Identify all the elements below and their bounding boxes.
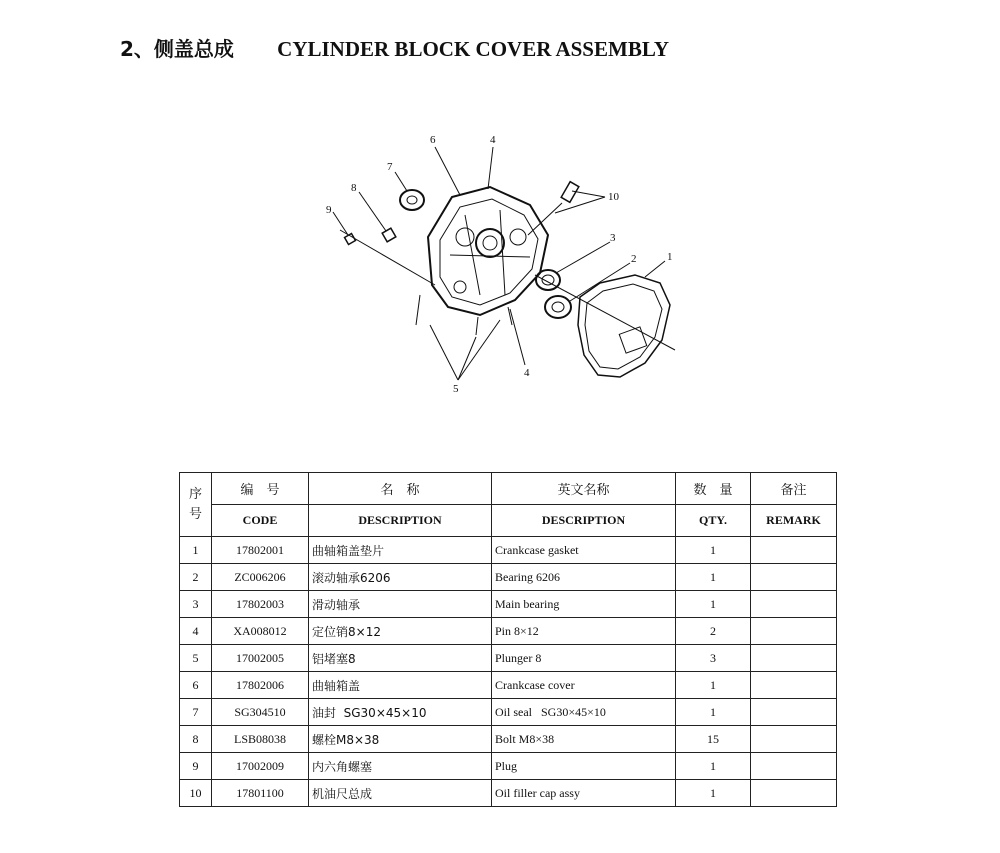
cell-no: 1 xyxy=(180,537,212,564)
header-en-name-zh: 英文名称 xyxy=(492,473,676,505)
page-title xyxy=(120,33,669,62)
callout-10: 10 xyxy=(608,191,619,203)
callout-3: 3 xyxy=(610,232,616,244)
cell-code: SG304510 xyxy=(212,699,309,726)
cell-no: 3 xyxy=(180,591,212,618)
cell-qty: 2 xyxy=(676,618,751,645)
cell-no: 8 xyxy=(180,726,212,753)
cell-no: 10 xyxy=(180,780,212,807)
header-qty-en: QTY. xyxy=(676,505,751,537)
table-row xyxy=(180,699,837,726)
cell-code: 17802006 xyxy=(212,672,309,699)
callout-2: 2 xyxy=(631,253,637,265)
cell-no: 9 xyxy=(180,753,212,780)
cell-name-zh: 铝堵塞8 xyxy=(309,645,492,672)
cell-name-zh: 曲轴箱盖 xyxy=(309,672,492,699)
table-row xyxy=(180,645,837,672)
header-name-zh: 名 称 xyxy=(309,473,492,505)
exploded-assembly-diagram xyxy=(300,125,700,405)
callout-9: 9 xyxy=(326,204,332,216)
callout-1: 1 xyxy=(667,251,673,263)
cell-code: 17002009 xyxy=(212,753,309,780)
cell-name-zh: 滑动轴承 xyxy=(309,591,492,618)
header-seq xyxy=(180,473,212,537)
header-en-name-en: DESCRIPTION xyxy=(492,505,676,537)
callout-7: 7 xyxy=(387,161,393,173)
cell-name-zh: 滚动轴承6206 xyxy=(309,564,492,591)
parts-table xyxy=(179,472,837,807)
header-remark-en: REMARK xyxy=(751,505,837,537)
cell-name-zh: 内六角螺塞 xyxy=(309,753,492,780)
header-row-english xyxy=(180,505,837,537)
table-row xyxy=(180,564,837,591)
cell-code: LSB08038 xyxy=(212,726,309,753)
cell-qty: 1 xyxy=(676,672,751,699)
cell-name-zh: 油封 SG30×45×10 xyxy=(309,699,492,726)
cell-qty: 1 xyxy=(676,780,751,807)
header-qty-zh: 数 量 xyxy=(676,473,751,505)
cell-no: 2 xyxy=(180,564,212,591)
cell-name-en: Oil filler cap assy xyxy=(492,780,676,807)
callout-6: 6 xyxy=(430,134,436,146)
callout-4-bottom: 4 xyxy=(524,367,530,379)
callout-8: 8 xyxy=(351,182,357,194)
cell-remark xyxy=(751,726,837,753)
cell-name-zh: 螺栓M8×38 xyxy=(309,726,492,753)
cell-remark xyxy=(751,780,837,807)
crankcase-cover-shape xyxy=(428,187,548,315)
cell-name-en: Crankcase gasket xyxy=(492,537,676,564)
cell-remark xyxy=(751,672,837,699)
header-name-en: DESCRIPTION xyxy=(309,505,492,537)
title-english: CYLINDER BLOCK COVER ASSEMBLY xyxy=(277,37,670,61)
cell-code: ZC006206 xyxy=(212,564,309,591)
cell-qty: 1 xyxy=(676,537,751,564)
cell-remark xyxy=(751,699,837,726)
cell-name-zh: 定位销8×12 xyxy=(309,618,492,645)
cell-no: 5 xyxy=(180,645,212,672)
cell-code: 17002005 xyxy=(212,645,309,672)
cell-remark xyxy=(751,591,837,618)
cell-no: 4 xyxy=(180,618,212,645)
gasket-shape xyxy=(578,275,670,377)
cell-remark xyxy=(751,645,837,672)
cell-name-zh: 曲轴箱盖垫片 xyxy=(309,537,492,564)
header-seq-bottom: 号 xyxy=(188,506,202,522)
table-row xyxy=(180,537,837,564)
cell-code: 17802003 xyxy=(212,591,309,618)
header-seq-top: 序 xyxy=(188,486,202,502)
cell-remark xyxy=(751,753,837,780)
callout-5: 5 xyxy=(453,383,459,395)
table-row xyxy=(180,618,837,645)
header-code-en: CODE xyxy=(212,505,309,537)
cell-name-en: Pin 8×12 xyxy=(492,618,676,645)
table-row xyxy=(180,726,837,753)
cell-name-en: Plug xyxy=(492,753,676,780)
cell-name-en: Plunger 8 xyxy=(492,645,676,672)
cell-qty: 15 xyxy=(676,726,751,753)
cell-code: 17801100 xyxy=(212,780,309,807)
cell-no: 6 xyxy=(180,672,212,699)
cell-name-en: Bolt M8×38 xyxy=(492,726,676,753)
cell-qty: 1 xyxy=(676,753,751,780)
cell-name-en: Crankcase cover xyxy=(492,672,676,699)
table-row xyxy=(180,591,837,618)
cell-qty: 1 xyxy=(676,699,751,726)
cell-no: 7 xyxy=(180,699,212,726)
cell-qty: 1 xyxy=(676,564,751,591)
cell-remark xyxy=(751,564,837,591)
cell-name-zh: 机油尺总成 xyxy=(309,780,492,807)
table-row xyxy=(180,780,837,807)
table-row xyxy=(180,753,837,780)
header-row-chinese xyxy=(180,473,837,505)
cell-name-en: Bearing 6206 xyxy=(492,564,676,591)
header-remark-zh: 备注 xyxy=(751,473,837,505)
cell-code: 17802001 xyxy=(212,537,309,564)
cell-qty: 1 xyxy=(676,591,751,618)
header-code-zh: 编 号 xyxy=(212,473,309,505)
cell-remark xyxy=(751,537,837,564)
callout-4-top: 4 xyxy=(490,134,496,146)
cell-name-en: Main bearing xyxy=(492,591,676,618)
title-chinese: 2、侧盖总成 xyxy=(120,37,234,61)
cell-remark xyxy=(751,618,837,645)
cell-code: XA008012 xyxy=(212,618,309,645)
cell-qty: 3 xyxy=(676,645,751,672)
cell-name-en: Oil seal SG30×45×10 xyxy=(492,699,676,726)
table-row xyxy=(180,672,837,699)
